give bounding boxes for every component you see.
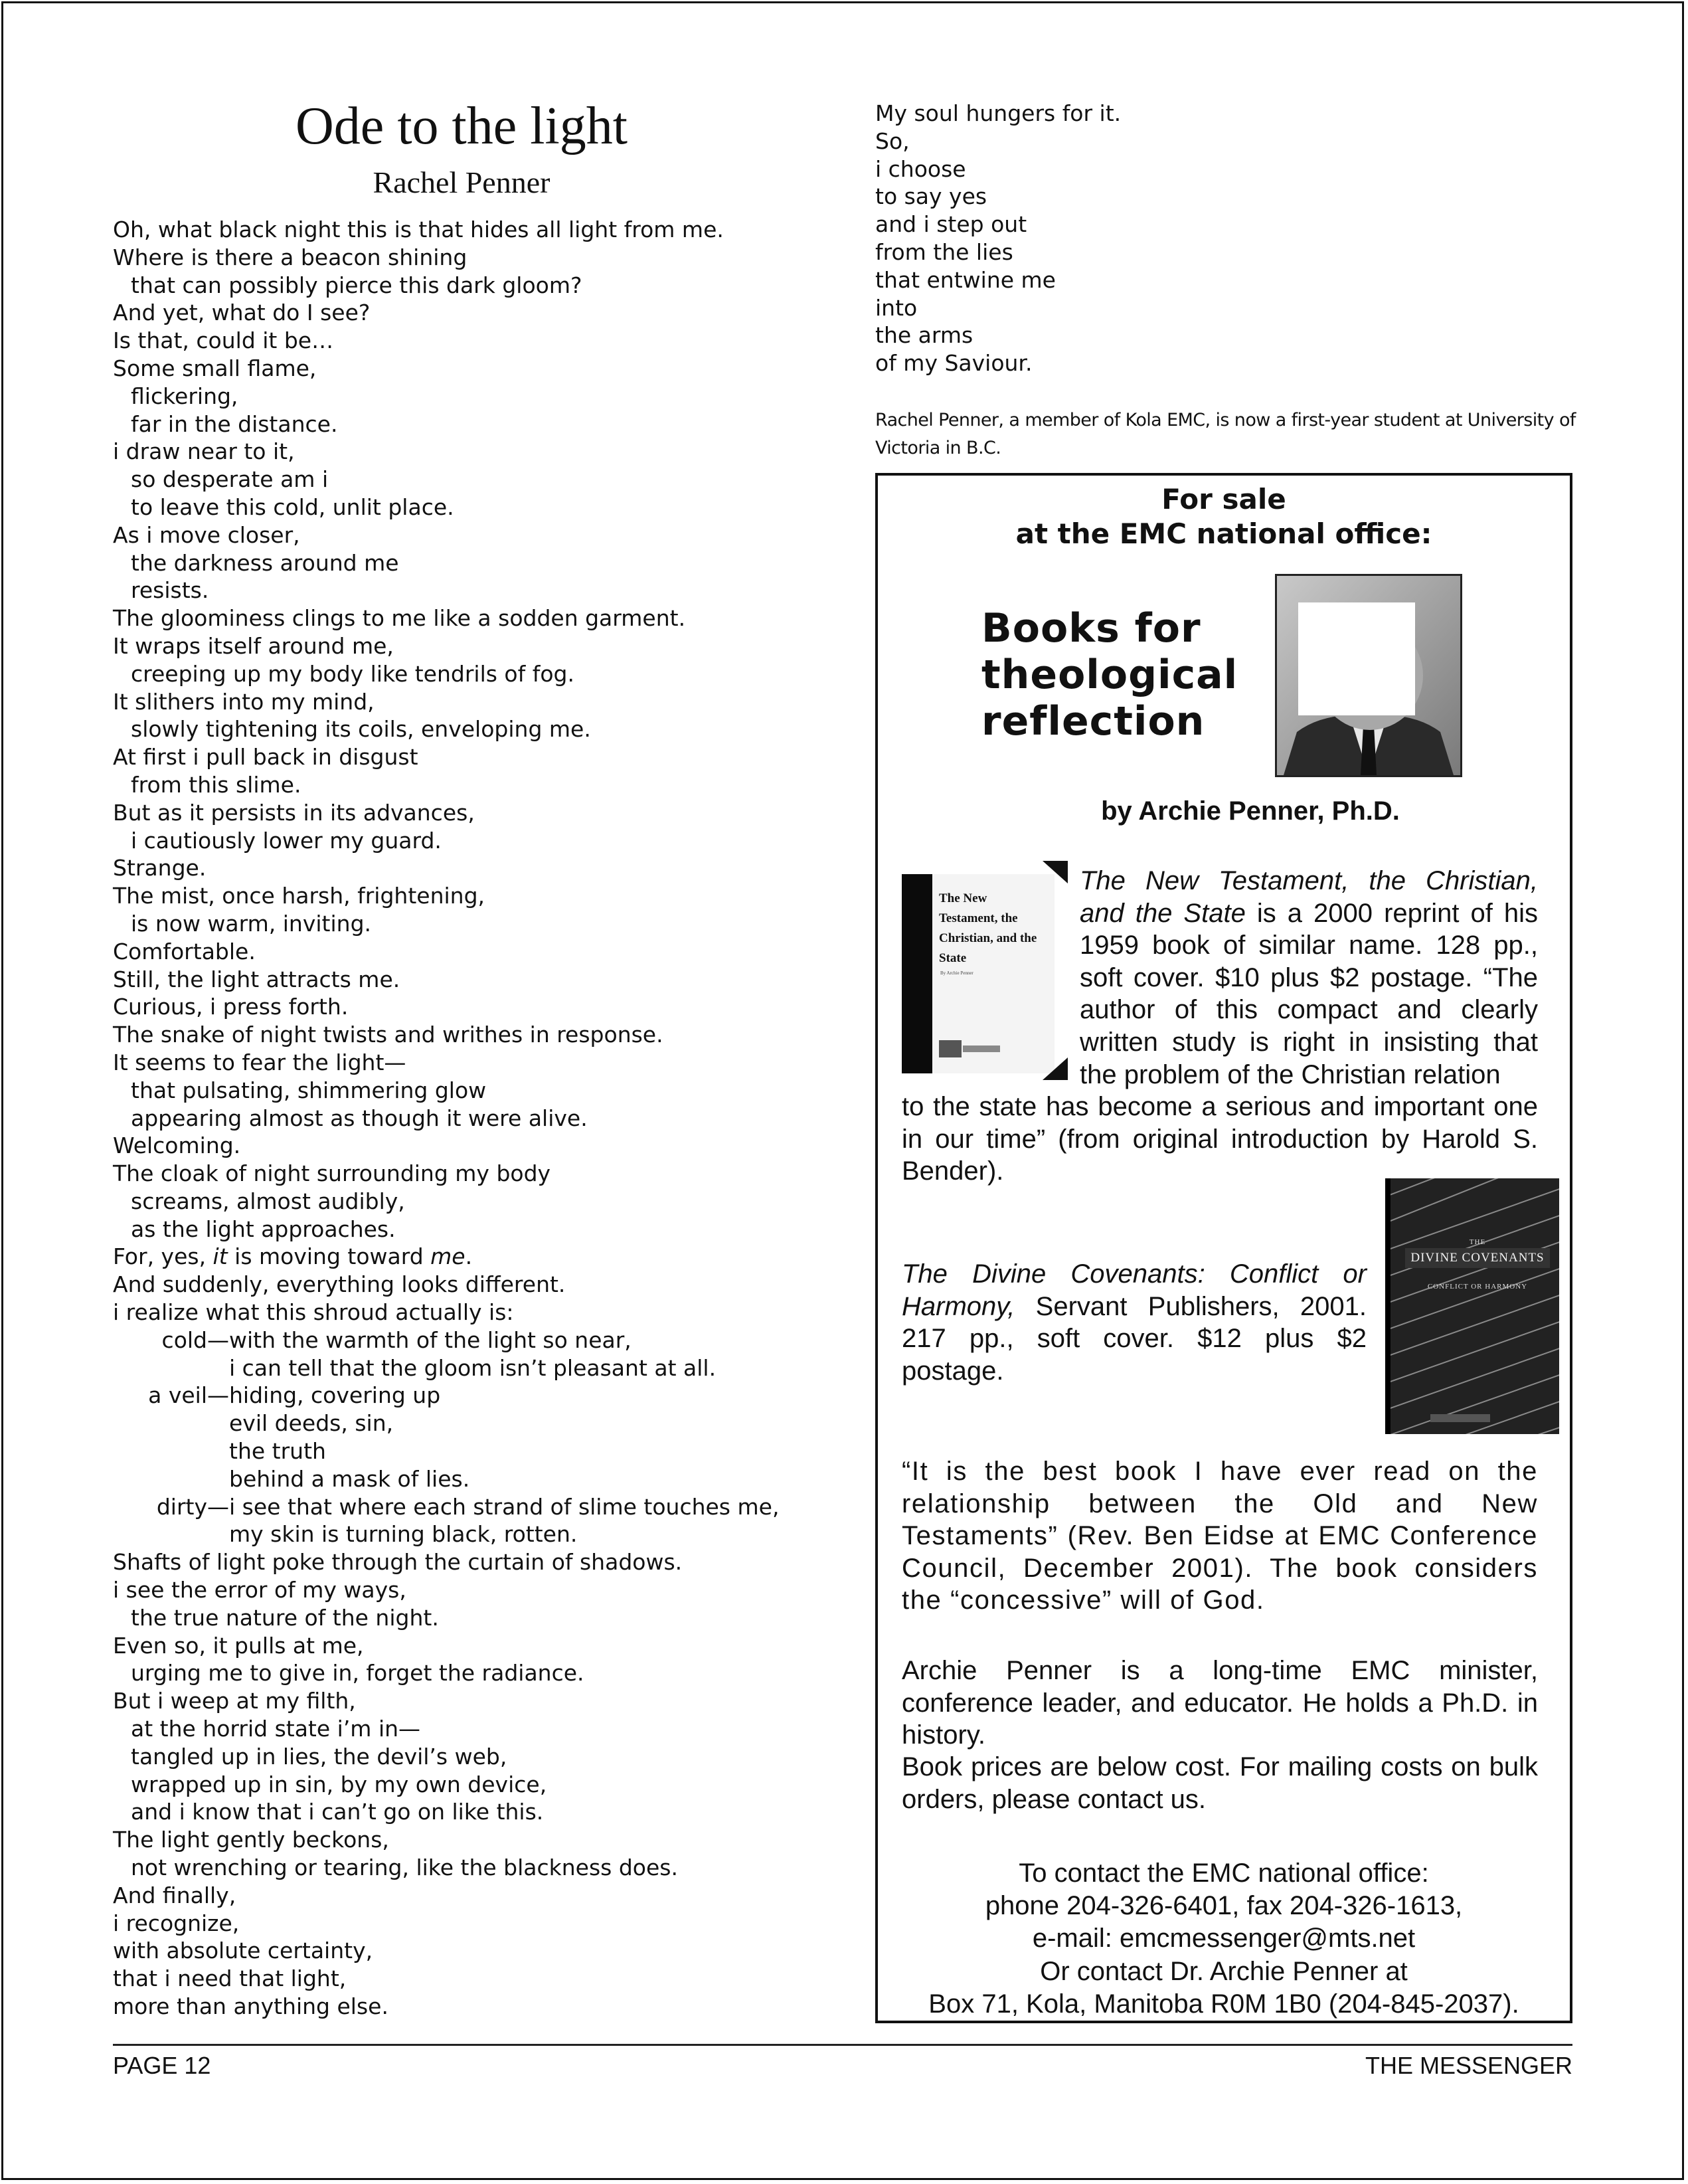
poem-line: The cloak of night surrounding my body — [113, 1160, 551, 1187]
ad-headline-line: reflection — [981, 698, 1205, 745]
poem-line: Shafts of light poke through the curtain of shadows. — [113, 1549, 683, 1576]
poem-line: And finally, — [113, 1882, 236, 1908]
poem-line: with absolute certainty, — [113, 1938, 373, 1964]
poem-emphasis: it — [212, 1243, 228, 1270]
poem-line-part: with the warmth of the light so near, — [229, 1326, 632, 1353]
poem-line: i realize what this shroud actually is: — [113, 1299, 514, 1326]
contact-address: Box 71, Kola, Manitoba R0M 1B0 (204-845-2037). — [928, 1989, 1519, 2019]
book-cover-small-text: THE — [1469, 1238, 1486, 1246]
poem-line-part: i see that where each strand of slime touches me, — [229, 1493, 780, 1520]
poem-line: and i know that i can’t go on like this. — [131, 1799, 544, 1825]
book1-details: is a 2000 reprint of his 1959 book of similar name. 128 pp., soft cover. $10 plus $2 postage. “The author of this compact and clearly written study is right in insisting that the problem of the Christian relation — [1080, 898, 1538, 1089]
poem-line: to leave this cold, unlit place. — [131, 494, 454, 520]
poem-line: the darkness around me — [131, 549, 399, 576]
portrait-photo — [1277, 576, 1460, 775]
poem-line: far in the distance. — [131, 410, 338, 437]
poem-line: The gloominess clings to me like a sodden garment. — [113, 605, 686, 632]
author-about: Archie Penner is a long-time EMC minister, conference leader, and educator. He holds a Ph.D. in history. — [902, 1656, 1538, 1750]
book-cover-new-testament — [902, 861, 1074, 1080]
poem-line — [113, 1243, 817, 1271]
poem-line: It seems to fear the light— — [113, 1049, 406, 1075]
poem-line: And yet, what do I see? — [113, 300, 371, 326]
poem-line: wrapped up in sin, by my own device, — [131, 1771, 547, 1797]
poem-line: behind a mask of lies. — [229, 1465, 470, 1492]
poem-line: so desperate am i — [131, 466, 329, 493]
poem-line: But i weep at my filth, — [113, 1688, 356, 1714]
book-cover-title: The New Testament, the Christian, and the State — [939, 891, 1037, 965]
poem-line: The snake of night twists and writhes in response. — [113, 1022, 663, 1048]
author-bio: Rachel Penner, a member of Kola EMC, is now a first-year student at University of Victoria in B.C. — [875, 410, 1576, 458]
poem-line: from this slime. — [131, 771, 301, 798]
poem-line — [113, 1382, 817, 1410]
poem-line: is now warm, inviting. — [131, 910, 372, 937]
book1-title: The New Testament, the Christian, and the State — [1080, 866, 1538, 928]
author-portrait — [1275, 574, 1462, 777]
contact-line: Or contact Dr. Archie Penner at — [1040, 1956, 1408, 1986]
page-number: PAGE 12 — [113, 2052, 211, 2079]
poem-line: that i need that light, — [113, 1965, 347, 1992]
poem-line: i choose — [875, 155, 966, 182]
poem-line: So, — [875, 128, 910, 154]
poem-line: Curious, i press forth. — [113, 994, 349, 1020]
poem-line-part: . — [465, 1243, 473, 1270]
cover-pattern-icon — [1391, 1178, 1559, 1434]
book-cover-title: DIVINE COVENANTS — [1405, 1248, 1550, 1268]
poem-line: as the light approaches. — [131, 1216, 396, 1242]
corner-marks-icon — [902, 861, 1074, 1080]
book2-details: Servant Publishers, 2001. 217 pp., soft cover. $12 plus $2 postage. — [902, 1291, 1367, 1386]
poem-line: slowly tightening its coils, enveloping me. — [131, 716, 591, 743]
poem-line: at the horrid state i’m in— — [131, 1716, 421, 1742]
poem-line: evil deeds, sin, — [229, 1410, 394, 1437]
poem-line-part: For, yes, — [113, 1243, 213, 1270]
poem-line: flickering, — [131, 383, 238, 409]
book-advertisement — [875, 473, 1572, 2023]
poem-title: Ode to the light — [295, 97, 628, 155]
poem-continuation — [875, 100, 1473, 377]
poem-line: the truth — [229, 1438, 326, 1465]
poem-label: dirty— — [156, 1493, 229, 1520]
poem-line: my skin is turning black, rotten. — [229, 1521, 578, 1548]
redaction-box — [1298, 602, 1415, 715]
poem-line: Even so, it pulls at me, — [113, 1632, 364, 1659]
poem-label: cold— — [161, 1326, 229, 1353]
book1-description-continued: to the state has become a serious and important one in our time” (from original introduction by Harold S. Bender). — [902, 1092, 1538, 1186]
poem-line: that pulsating, shimmering glow — [131, 1077, 487, 1103]
contact-email: e-mail: emcmessenger@mts.net — [1032, 1924, 1416, 1954]
poem-line: Oh, what black night this is that hides all light from me. — [113, 217, 724, 242]
poem-line: from the lies — [875, 238, 1013, 265]
poem-label: a veil— — [148, 1382, 229, 1409]
book-cover-divine-covenants — [1385, 1178, 1559, 1434]
poem-line: the arms — [875, 322, 973, 349]
poem-line: Comfortable. — [113, 938, 256, 964]
poem-line: Welcoming. — [113, 1133, 241, 1159]
poem-line: As i move closer, — [113, 521, 300, 548]
poem-line: of my Saviour. — [875, 350, 1033, 377]
poem-body — [113, 216, 817, 2021]
poem-line: the true nature of the night. — [131, 1604, 439, 1631]
poem-line: Some small flame, — [113, 355, 317, 381]
poem-author: Rachel Penner — [373, 165, 550, 199]
contact-info — [878, 1857, 1570, 2021]
poem-line: Still, the light attracts me. — [113, 966, 400, 992]
ad-headline-line: Books for — [981, 605, 1201, 652]
poem-line: more than anything else. — [113, 1993, 388, 2019]
poem-line: Where is there a beacon shining — [113, 244, 467, 270]
footer-rule — [113, 2044, 1572, 2046]
poem-line: Is that, could it be… — [113, 327, 334, 354]
poem-line: urging me to give in, forget the radiance. — [131, 1660, 584, 1686]
poem-line: Strange. — [113, 855, 207, 881]
poem-line: that can possibly pierce this dark gloom? — [131, 272, 582, 298]
poem-line: creeping up my body like tendrils of fog. — [131, 660, 574, 687]
poem-line: And suddenly, everything looks different. — [113, 1271, 566, 1298]
poem-line — [113, 1326, 817, 1354]
poem-line: At first i pull back in disgust — [113, 744, 418, 771]
poem-line: and i step out — [875, 211, 1027, 238]
pricing-note: Book prices are below cost. For mailing costs on bulk orders, please contact us. — [902, 1752, 1538, 1814]
poem-line: i cautiously lower my guard. — [131, 827, 442, 854]
ad-heading — [878, 482, 1570, 551]
poem-line: It slithers into my mind, — [113, 688, 375, 715]
book-cover-author: By Archie Penner — [940, 970, 973, 976]
ad-headline — [981, 605, 1274, 745]
ad-headline-line: theological — [981, 652, 1238, 698]
poem-line: The mist, once harsh, frightening, — [113, 883, 485, 909]
poem-line — [113, 1493, 817, 1521]
contact-line: To contact the EMC national office: — [1019, 1859, 1429, 1888]
poem-line: i see the error of my ways, — [113, 1577, 406, 1603]
book2-description — [902, 1258, 1367, 1387]
poem-line: My soul hungers for it. — [875, 100, 1122, 126]
poem-line: appearing almost as though it were alive. — [131, 1105, 588, 1131]
poem-line: i recognize, — [113, 1910, 240, 1936]
poem-line: i can tell that the gloom isn’t pleasant at all. — [229, 1354, 717, 1381]
ad-heading-line: For sale — [1161, 483, 1286, 515]
poem-line: that entwine me — [875, 266, 1056, 293]
poem-line: tangled up in lies, the devil’s web, — [131, 1743, 507, 1770]
poem-line: But as it persists in its advances, — [113, 799, 475, 826]
ad-byline: by Archie Penner, Ph.D. — [1101, 796, 1400, 826]
poem-line: resists. — [131, 577, 209, 604]
poem-line: The light gently beckons, — [113, 1827, 389, 1853]
poem-emphasis: me — [430, 1243, 465, 1270]
ad-heading-line: at the EMC national office: — [1015, 517, 1432, 550]
poem-line: into — [875, 294, 918, 321]
book2-title: The Divine Covenants: Conflict or Harmony, — [902, 1259, 1367, 1321]
poem-line-part: is moving toward — [227, 1243, 431, 1270]
book1-description — [1080, 865, 1538, 1091]
poem-line: It wraps itself around me, — [113, 632, 394, 659]
poem-line: i draw near to it, — [113, 438, 295, 465]
poem-line: screams, almost audibly, — [131, 1188, 405, 1214]
publication-name: THE MESSENGER — [1365, 2052, 1572, 2079]
contact-phone: phone 204-326-6401, fax 204-326-1613, — [985, 1891, 1463, 1921]
endorsement-quote: “It is the best book I have ever read on the relationship between the Old and New Testaments” (Rev. Ben Eidse at EMC Conference Council, December 2001). The book considers the “concessive” will of God. — [902, 1457, 1538, 1615]
poem-line: not wrenching or tearing, like the blackness does. — [131, 1855, 678, 1881]
poem-line-part: hiding, covering up — [229, 1382, 441, 1409]
book-cover-subtitle: CONFLICT OR HARMONY — [1427, 1283, 1528, 1291]
poem-line: to say yes — [875, 183, 987, 210]
